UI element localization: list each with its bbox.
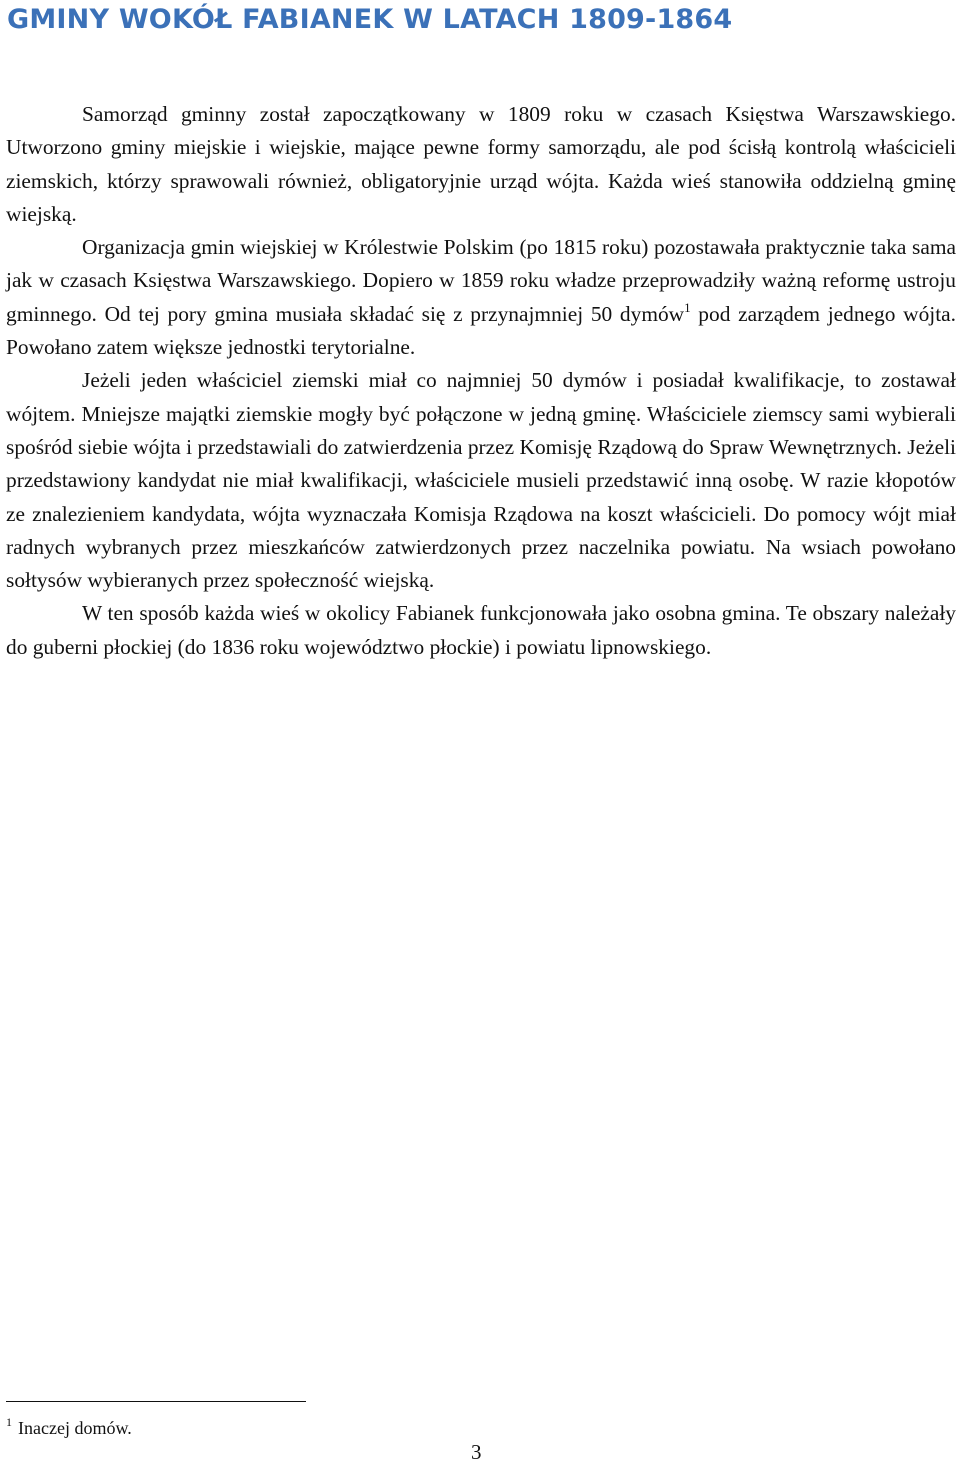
paragraph-2-text: Organizacja gmin wiejskiej w Królestwie Polskim (po 1815 roku) pozostawała praktycznie taka sama jak w czasach Księstwa Warszawskiego. Dopiero w 1859 roku władze przeprowadziły ważną reformę ustroju gminnego. Od tej pory gmina musiała składać się z przynajmniej 50 dymów	[6, 235, 956, 326]
page-title: GMINY WOKÓŁ FABIANEK W LATACH 1809-1864	[7, 4, 733, 35]
paragraph-1: Samorząd gminny został zapoczątkowany w 1809 roku w czasach Księstwa Warszawskiego. Utworzono gminy miejskie i wiejskie, mające pewne formy samorządu, ale pod ścisłą kontrolą właścicieli ziemskich, którzy sprawowali również, obligatoryjnie urząd wójta. Każda wieś stanowiła oddzielną gminę wiejską.	[6, 102, 956, 226]
paragraph-2	[6, 231, 956, 364]
footnote	[6, 1415, 132, 1439]
paragraph-4: W ten sposób każda wieś w okolicy Fabianek funkcjonowała jako osobna gmina. Te obszary należały do guberni płockiej (do 1836 roku województwo płockie) i powiatu lipnowskiego.	[6, 601, 956, 659]
footnote-reference[interactable]: 1	[684, 299, 691, 315]
paragraph-2-continuation: pod zarządem jednego wójta. Powołano zatem większe jednostki terytorialne.	[6, 301, 956, 360]
page-number: 3	[471, 1440, 482, 1464]
footnote-separator	[6, 1401, 306, 1402]
footnote-text: Inaczej domów.	[18, 1418, 132, 1438]
body-text	[6, 98, 956, 664]
paragraph-3: Jeżeli jeden właściciel ziemski miał co najmniej 50 dymów i posiadał kwalifikacje, to zostawał wójtem. Mniejsze majątki ziemskie mogły być połączone w jedną gminę. Właściciele ziemscy sami wybierali spośród siebie wójta i przedstawiali do zatwierdzenia przez Komisję Rządową do Spraw Wewnętrznych. Jeżeli przedstawiony kandydat nie miał kwalifikacji, właściciele musieli przedstawić inną osobę. W razie kłopotów ze znalezieniem kandydata, wójta wyznaczała Komisja Rządowa na koszt właścicieli. Do pomocy wójt miał radnych wybranych przez mieszkańców zatwierdzonych przez naczelnika powiatu. Na wsiach powołano sołtysów wybieranych przez społeczność wiejską.	[6, 368, 956, 593]
footnote-mark: 1	[6, 1415, 12, 1429]
